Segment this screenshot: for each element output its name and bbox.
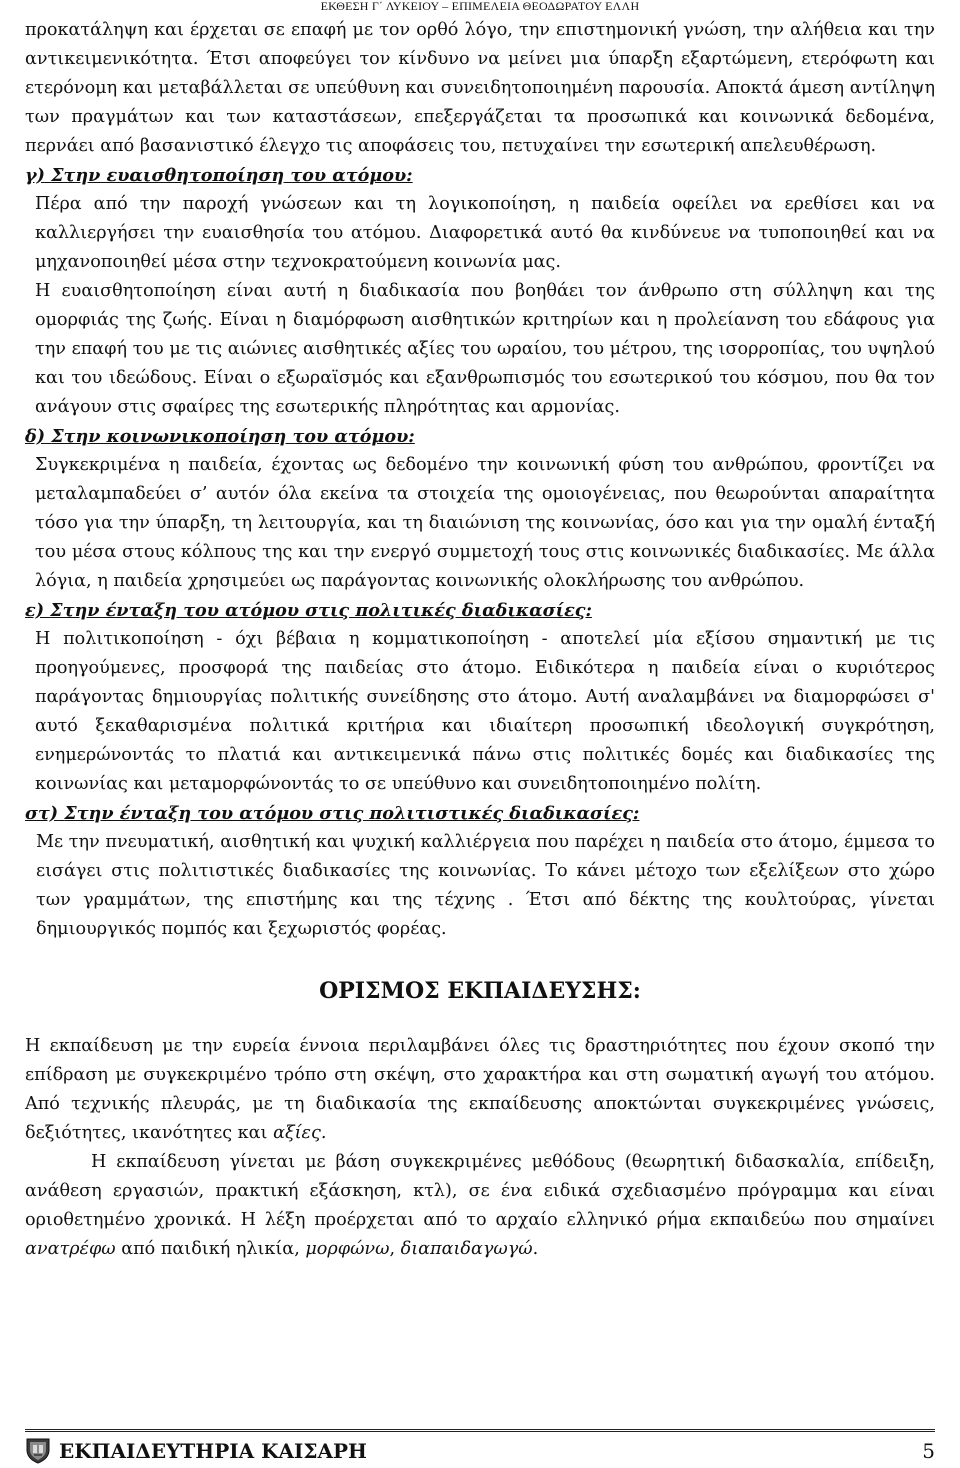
text-run: Η εκπαίδευση με την ευρεία έννοια περιλαμβάνει όλες τις δραστηριότητες που έχουν σκοπό την επίδραση με συγκεκριμένο τρόπο στη σκέψη, στο χαρακτήρα και στη σωματική αγωγή του ατόμου. Από τεχνικής πλευράς, με τη διαδικασία της εκπαίδευσης αποκτώνται συγκεκριμένες γνώσεις, δεξιότητες, ικανότητες και	[25, 1036, 935, 1143]
section-title: Στην ένταξη του ατόμου στις πολιτικές διαδικασίες:	[50, 600, 592, 621]
section-label: στ)	[25, 803, 59, 824]
page-footer	[25, 1436, 935, 1466]
text-run: ,	[389, 1239, 401, 1259]
section-label: γ)	[25, 165, 45, 186]
footer-divider	[25, 1429, 935, 1432]
section-title: Στην κοινωνικοποίηση του ατόμου:	[51, 426, 415, 447]
footer-title: ΕΚΠΑΙΔΕΥΤΗΡΙΑ ΚΑΙΣΑΡΗ	[59, 1439, 367, 1463]
paragraph: Συγκεκριμένα η παιδεία, έχοντας ως δεδομένο την κοινωνική φύση του ανθρώπου, φροντίζει να μεταλαμπαδεύει σ’ αυτόν όλα εκείνα τα στοιχεία της ομοιογένειας, που θεωρούνται απαραίτητα τόσο για την ύπαρξη, τη λειτουργία, και τη διαιώνιση της κοινωνίας, όσο και για την ομαλή ένταξή του μέσα στους κόλπους της και την ενεργό συμμετοχή τους στις κοινωνικές διαδικασίες. Με άλλα λόγια, η παιδεία χρησιμεύει ως παράγοντας κοινωνικής ολοκλήρωσης του ανθρώπου.	[35, 455, 935, 591]
section-heading	[25, 161, 935, 190]
definition-title: ΟΡΙΣΜΟΣ ΕΚΠΑΙΔΕΥΣΗΣ:	[319, 978, 641, 1004]
text-run: από παιδική ηλικία,	[115, 1239, 306, 1259]
section-gamma	[25, 161, 935, 422]
school-crest-icon	[25, 1436, 51, 1464]
italic-term: μορφώνω	[305, 1239, 390, 1259]
text-run: Η εκπαίδευση γίνεται με βάση συγκεκριμένες μεθόδους (θεωρητική διδασκαλία, επίδειξη, ανάθεση εργασιών, πρακτική εξάσκηση, κτλ), σε ένα ειδικά σχεδιασμένο πρόγραμμα και είναι οριοθετημένο χρονικά. Η λέξη προέρχεται από το αρχαίο ελληνικό ρήμα εκπαιδεύω που σημαίνει	[25, 1152, 935, 1230]
section-title: Στην ένταξη του ατόμου στις πολιτιστικές διαδικασίες:	[64, 803, 640, 824]
section-epsilon	[25, 596, 935, 799]
text-run: .	[532, 1239, 539, 1259]
definition-paragraph	[25, 1148, 935, 1264]
intro-paragraph: προκατάληψη και έρχεται σε επαφή με τον ορθό λόγο, την επιστημονική γνώση, την αλήθεια και την αντικειμενικότητα. Έτσι αποφεύγει τον κίνδυνο να μείνει μια ύπαρξη εξαρτώμενη, ετερόφωτη και ετερόνομη και μεταβάλλεται σε υπεύθυνη και συνειδητοποιημένη παρουσία. Αποκτά άμεση αντίληψη των πραγμάτων και των καταστάσεων, επεξεργάζεται τα προσωπικά και κοινωνικά δεδομένα, περνάει από βασανιστικό έλεγχο τις αποφάσεις του, πετυχαίνει την εσωτερική απελευθέρωση.	[25, 20, 935, 156]
italic-term: διαπαιδαγωγώ	[400, 1239, 533, 1259]
document-body	[25, 16, 935, 1264]
italic-term: ανατρέφω	[25, 1239, 116, 1259]
section-heading	[25, 422, 935, 451]
paragraph: Η ευαισθητοποίηση είναι αυτή η διαδικασία που βοηθάει τον άνθρωπο στη σύλληψη και της ομορφιάς της ζωής. Είναι η διαμόρφωση αισθητικών κριτηρίων και η προλείανση του εδάφους για την επαφή του με τις αιώνιες αισθητικές αξίες του ωραίου, του μέτρου, της ισορροπίας, του υψηλού και του ιδεώδους. Είναι ο εξωραϊσμός και εξανθρωπισμός του εσωτερικού του κόσμου, που θα τον ανάγουν στις σφαίρες της εσωτερικής πληρότητας και αρμονίας.	[35, 281, 935, 417]
section-title: Στην ευαισθητοποίηση του ατόμου:	[51, 165, 413, 186]
paragraph: Με την πνευματική, αισθητική και ψυχική καλλιέργεια που παρέχει η παιδεία στο άτομο, έμμεσα το εισάγει στις πολιτιστικές διαδικασίες της κοινωνίας. Το κάνει μέτοχο των εξελίξεων στο χώρο των γραμμάτων, της επιστήμης και της τέχνης . Έτσι από δέκτης της κουλτούρας, γίνεται δημιουργικός πομπός και ξεχωριστός φορέας.	[36, 832, 935, 939]
section-label: δ)	[25, 426, 46, 447]
page-header: ΕΚΘΕΣΗ Γ΄ ΛΥΚΕΙΟΥ – ΕΠΙΜΕΛΕΙΑ ΘΕΟΔΩΡΑΤΟΥ ΕΛΛΗ	[320, 0, 640, 13]
section-label: ε)	[25, 600, 45, 621]
paragraph: Η πολιτικοποίηση - όχι βέβαια η κομματικοποίηση - αποτελεί μία εξίσου σημαντική με τις προηγούμενες, προσφορά της παιδείας στο άτομο. Ειδικότερα η παιδεία είναι ο κυριότερος παράγοντας δημιουργίας πολιτικής συνείδησης στο άτομο. Αυτή αναλαμβάνει να διαμορφώσει σ' αυτό ξεκαθαρισμένα πολιτικά κριτήρια και ιδιαίτερη προσωπική ιδεολογική συγκρότηση, ενημερώνοντάς το πλατιά και αντικειμενικά πάνω στις πολιτικές δομές και διαδικασίες της κοινωνίας και μεταμορφώνοντάς το σε υπεύθυνο και συνειδητοποιημένο πολίτη.	[35, 629, 935, 794]
italic-term: αξίες.	[273, 1123, 327, 1143]
paragraph: Πέρα από την παροχή γνώσεων και τη λογικοποίηση, η παιδεία οφείλει να ερεθίσει και να καλλιεργήσει την ευαισθησία του ατόμου. Διαφορετικά αυτό θα κινδύνευε να τυποποιηθεί και να μηχανοποιηθεί μέσα στην τεχνοκρατούμενη κοινωνία μας.	[35, 194, 935, 272]
definition-paragraph	[25, 1032, 935, 1148]
section-heading	[25, 596, 935, 625]
section-delta	[25, 422, 935, 596]
section-st	[25, 799, 935, 944]
page-number: 5	[922, 1439, 935, 1463]
section-heading	[25, 799, 935, 828]
